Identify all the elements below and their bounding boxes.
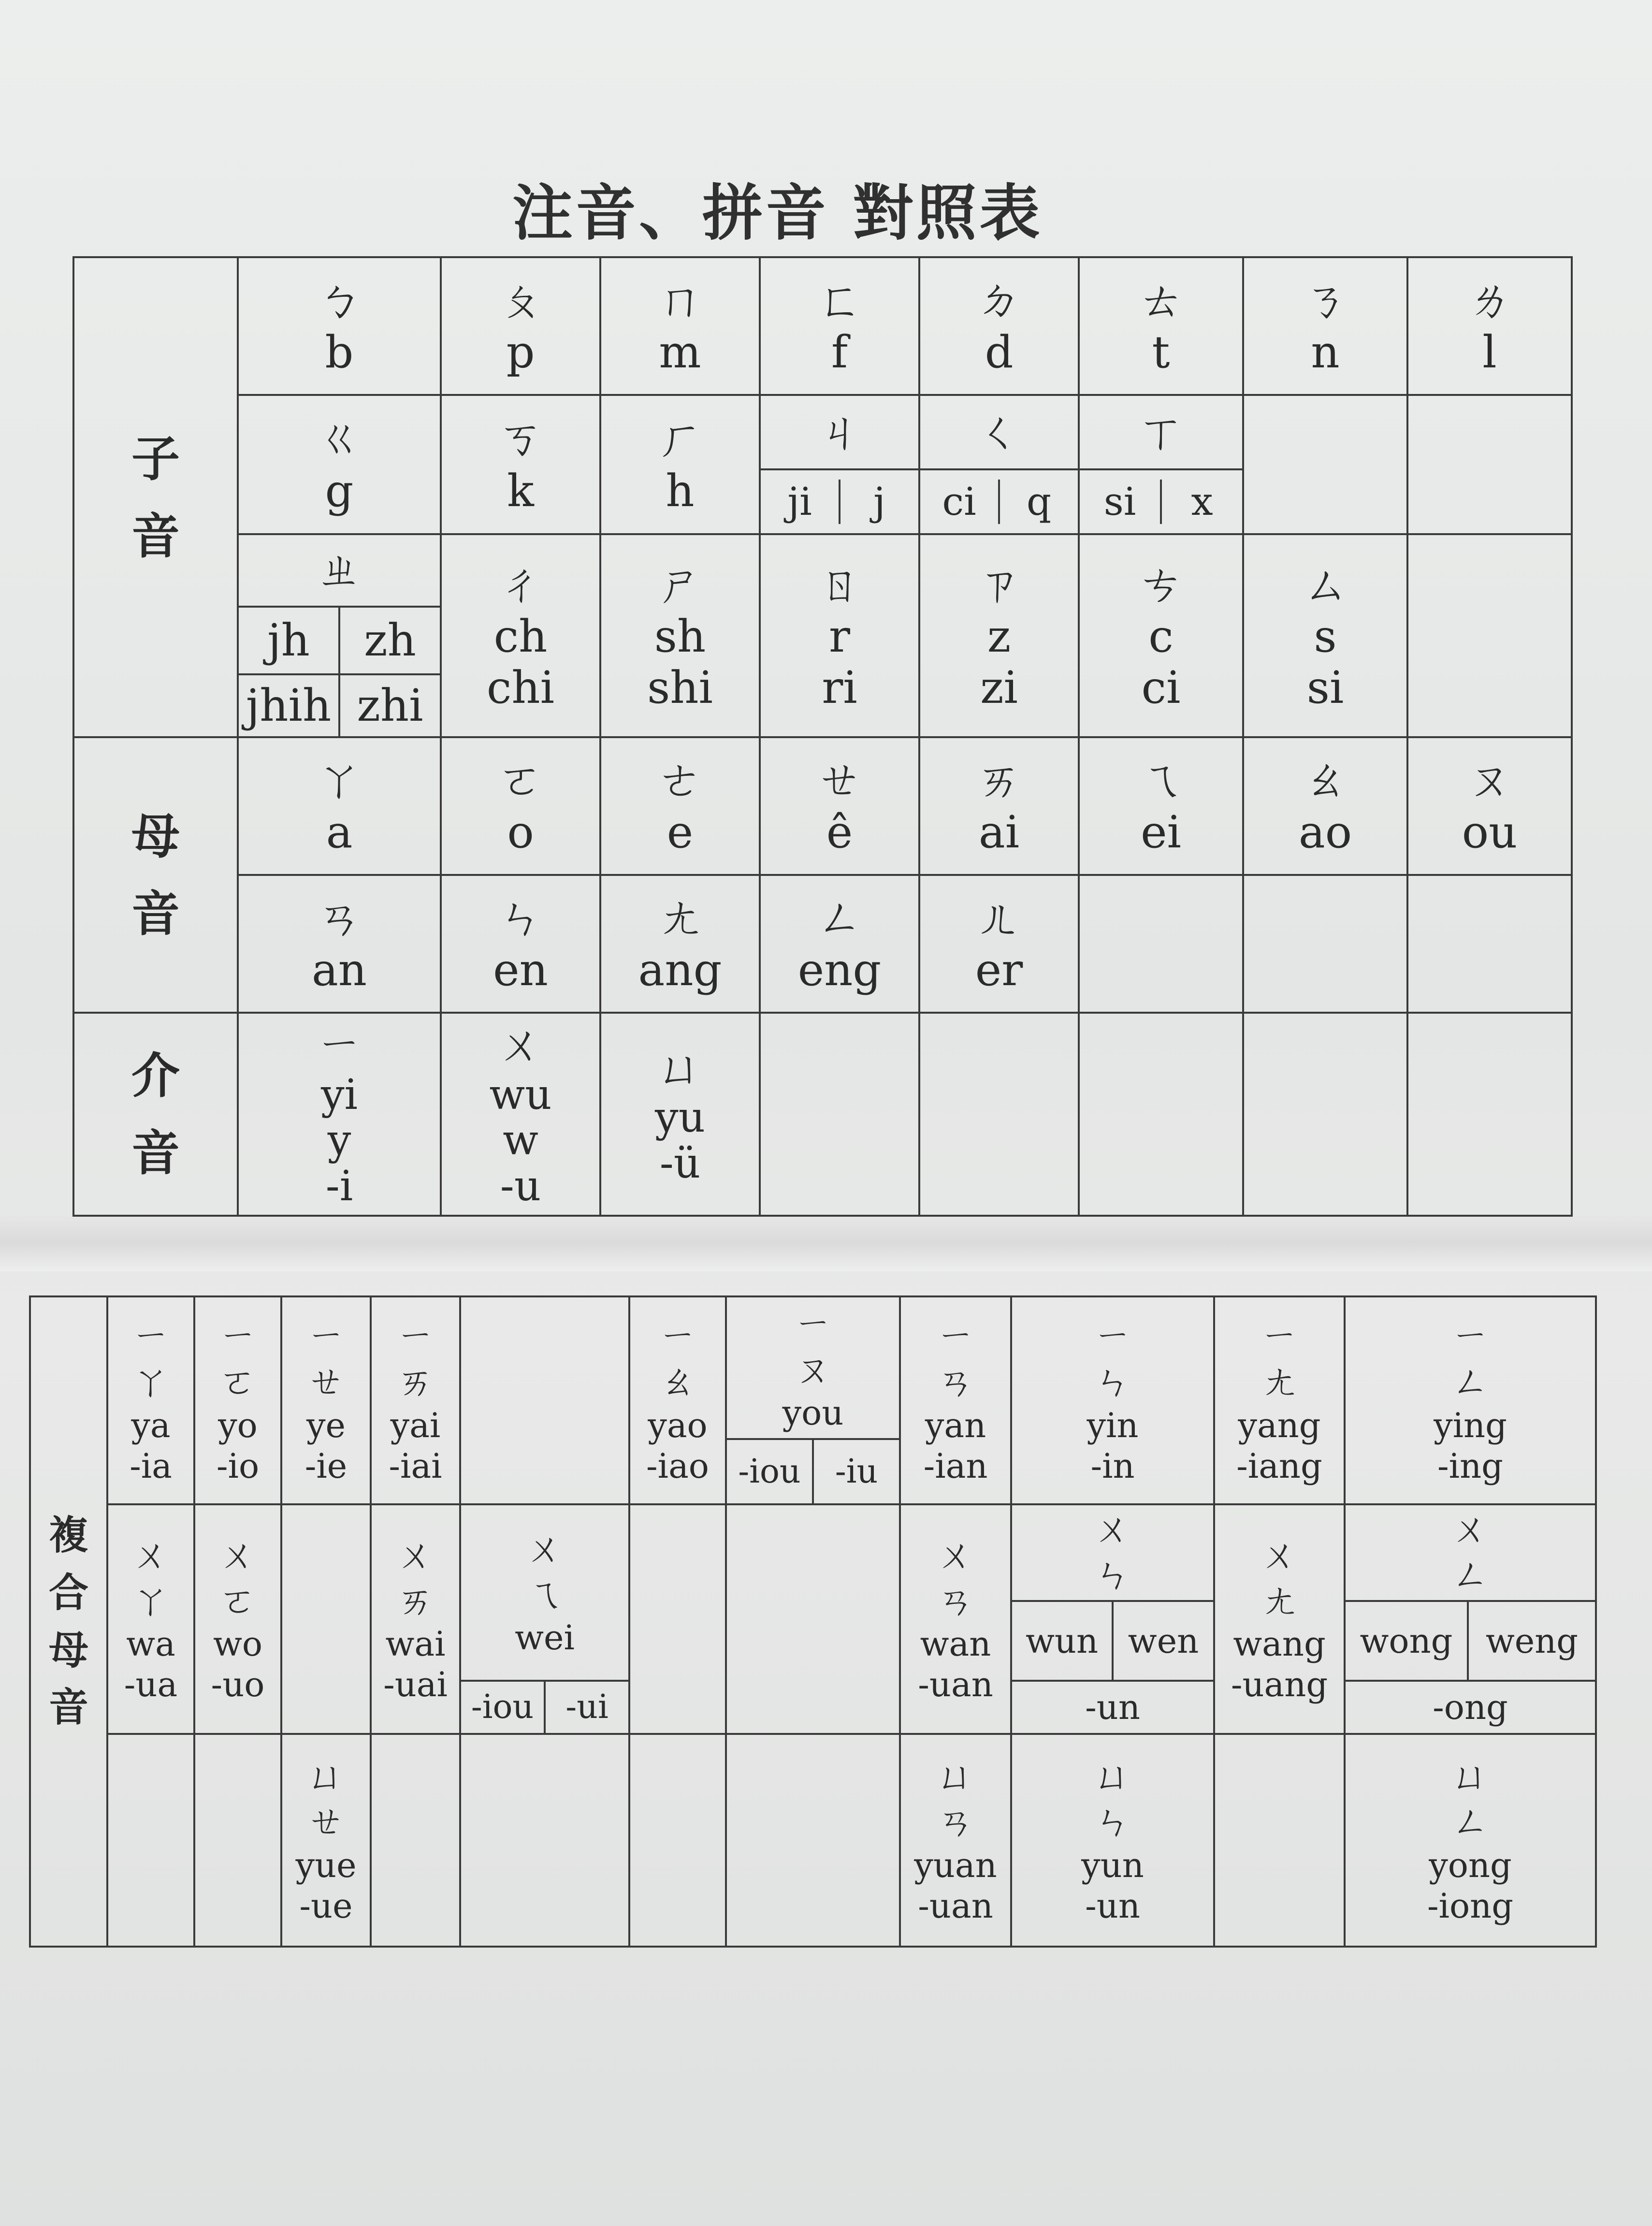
cell-wun: wun [1011, 1601, 1113, 1681]
empty-cell [460, 1734, 629, 1947]
empty-cell [919, 1013, 1079, 1216]
cell-ue: ㄩ ㄝ yue -ue [281, 1734, 371, 1947]
cell-un-final: -un [1011, 1681, 1214, 1734]
vowel-label: 母 音 [73, 737, 238, 1013]
cell-c: ㄘ c ci [1079, 534, 1243, 737]
empty-cell [629, 1734, 726, 1947]
cell-ei: ㄟ ei [1079, 737, 1243, 875]
cell-l: ㄌ l [1407, 257, 1572, 395]
cell-iou-b: -iu [813, 1439, 900, 1504]
consonant-row-1 [73, 257, 1572, 395]
cell-io: ㄧ ㄛ yo -io [194, 1296, 281, 1504]
empty-cell [1214, 1734, 1345, 1947]
cell-ing: ㄧ ㄥ ying -ing [1345, 1296, 1596, 1504]
empty-cell [726, 1734, 900, 1947]
cell-n: ㄋ n [1243, 257, 1407, 395]
cell-iang: ㄧ ㄤ yang -iang [1214, 1296, 1345, 1504]
cell-yi: ㄧ yi y -i [238, 1013, 441, 1216]
vowel-row-2 [73, 875, 1572, 1013]
cell-zhi: zhi [339, 674, 441, 737]
cell-uei-a: -iou [460, 1681, 545, 1734]
empty-cell [629, 1504, 726, 1734]
empty-cell [1407, 875, 1572, 1013]
cell-wong: wong [1345, 1601, 1468, 1681]
cell-a: ㄚ a [238, 737, 441, 875]
medial-label: 介 音 [73, 1013, 238, 1216]
cell-yun: ㄩ ㄣ yun -un [1011, 1734, 1214, 1947]
cell-uo: ㄨ ㄛ wo -uo [194, 1504, 281, 1734]
cell-g: ㄍ g [238, 395, 441, 534]
cell-s: ㄙ s si [1243, 534, 1407, 737]
cell-k: ㄎ k [441, 395, 600, 534]
paper-fold [0, 1213, 1652, 1271]
page-title: 注音、拼音 對照表 [512, 178, 1043, 248]
cell-uang: ㄨ ㄤ wang -uang [1214, 1504, 1345, 1734]
cell-f: ㄈ f [760, 257, 919, 395]
compound-vowel-table [29, 1295, 1597, 1948]
empty-cell [107, 1734, 194, 1947]
cell-m: ㄇ m [600, 257, 760, 395]
cell-sh: ㄕ sh shi [600, 534, 760, 737]
cell-jhih: jhih [238, 674, 339, 737]
cell-un-zhuyin: ㄨ ㄣ [1011, 1504, 1214, 1601]
cell-en: ㄣ en [441, 875, 600, 1013]
cell-eng: ㄥ eng [760, 875, 919, 1013]
cell-yu: ㄩ yu -ü [600, 1013, 760, 1216]
cell-iao: ㄧ ㄠ yao -iao [629, 1296, 726, 1504]
cell-e: ㄜ e [600, 737, 760, 875]
cell-er: ㄦ er [919, 875, 1079, 1013]
cell-uan: ㄨ ㄢ wan -uan [900, 1504, 1011, 1734]
cell-t: ㄊ t [1079, 257, 1243, 395]
cell-r: ㄖ r ri [760, 534, 919, 737]
cell-h: ㄏ h [600, 395, 760, 534]
empty-cell [460, 1296, 629, 1504]
empty-cell [281, 1504, 371, 1734]
empty-cell [1079, 875, 1243, 1013]
cell-x: ㄒ si x [1079, 395, 1243, 534]
cell-ie: ㄧ ㄝ ye -ie [281, 1296, 371, 1504]
cell-zh-zhuyin: ㄓ [238, 534, 441, 607]
cell-p: ㄆ p [441, 257, 600, 395]
cell-ia: ㄧ ㄚ ya -ia [107, 1296, 194, 1504]
cell-in: ㄧ ㄣ yin -in [1011, 1296, 1214, 1504]
cell-uai: ㄨ ㄞ wai -uai [371, 1504, 460, 1734]
cell-uei: ㄨ ㄟ wei [460, 1504, 629, 1681]
empty-cell [1407, 534, 1572, 737]
compound-row-u-a [30, 1504, 1596, 1601]
empty-cell [760, 1013, 919, 1216]
cell-iai: ㄧ ㄞ yai -iai [371, 1296, 460, 1504]
empty-cell [371, 1734, 460, 1947]
empty-cell [1407, 395, 1572, 534]
cell-yuan: ㄩ ㄢ yuan -uan [900, 1734, 1011, 1947]
cell-zh: zh [339, 607, 441, 674]
cell-iou-a: -iou [726, 1439, 813, 1504]
cell-o: ㄛ o [441, 737, 600, 875]
cell-weng: weng [1468, 1601, 1596, 1681]
cell-d: ㄉ d [919, 257, 1079, 395]
empty-cell [1243, 395, 1407, 534]
empty-cell [726, 1504, 900, 1734]
cell-wu: ㄨ wu w -u [441, 1013, 600, 1216]
cell-b: ㄅ b [238, 257, 441, 395]
cell-ai: ㄞ ai [919, 737, 1079, 875]
cell-ou: ㄡ ou [1407, 737, 1572, 875]
empty-cell [194, 1734, 281, 1947]
empty-cell [1407, 1013, 1572, 1216]
compound-row-yu [30, 1734, 1596, 1947]
consonant-label: 子 音 [73, 257, 238, 737]
vowel-row-1 [73, 737, 1572, 875]
cell-j: ㄐ ji j [760, 395, 919, 534]
cell-ch: ㄔ ch chi [441, 534, 600, 737]
compound-row-i-a [30, 1296, 1596, 1439]
empty-cell [1243, 875, 1407, 1013]
cell-yong: ㄩ ㄥ yong -iong [1345, 1734, 1596, 1947]
consonant-vowel-table [72, 256, 1573, 1217]
cell-ong-zhuyin: ㄨ ㄥ [1345, 1504, 1596, 1601]
cell-iou: ㄧ ㄡ you [726, 1296, 900, 1439]
cell-q: ㄑ ci q [919, 395, 1079, 534]
medial-row [73, 1013, 1572, 1216]
consonant-row-2 [73, 395, 1572, 534]
cell-jh: jh [238, 607, 339, 674]
cell-ua: ㄨ ㄚ wa -ua [107, 1504, 194, 1734]
cell-z: ㄗ z zi [919, 534, 1079, 737]
cell-ang: ㄤ ang [600, 875, 760, 1013]
cell-ao: ㄠ ao [1243, 737, 1407, 875]
cell-uei-b: -ui [545, 1681, 629, 1734]
cell-ong-final: -ong [1345, 1681, 1596, 1734]
cell-ian: ㄧ ㄢ yan -ian [900, 1296, 1011, 1504]
empty-cell [1079, 1013, 1243, 1216]
cell-an: ㄢ an [238, 875, 441, 1013]
empty-cell [1243, 1013, 1407, 1216]
cell-eh: ㄝ ê [760, 737, 919, 875]
cell-wen: wen [1113, 1601, 1214, 1681]
consonant-row-3a [73, 534, 1572, 607]
compound-label: 複 合 母 音 [30, 1296, 107, 1947]
